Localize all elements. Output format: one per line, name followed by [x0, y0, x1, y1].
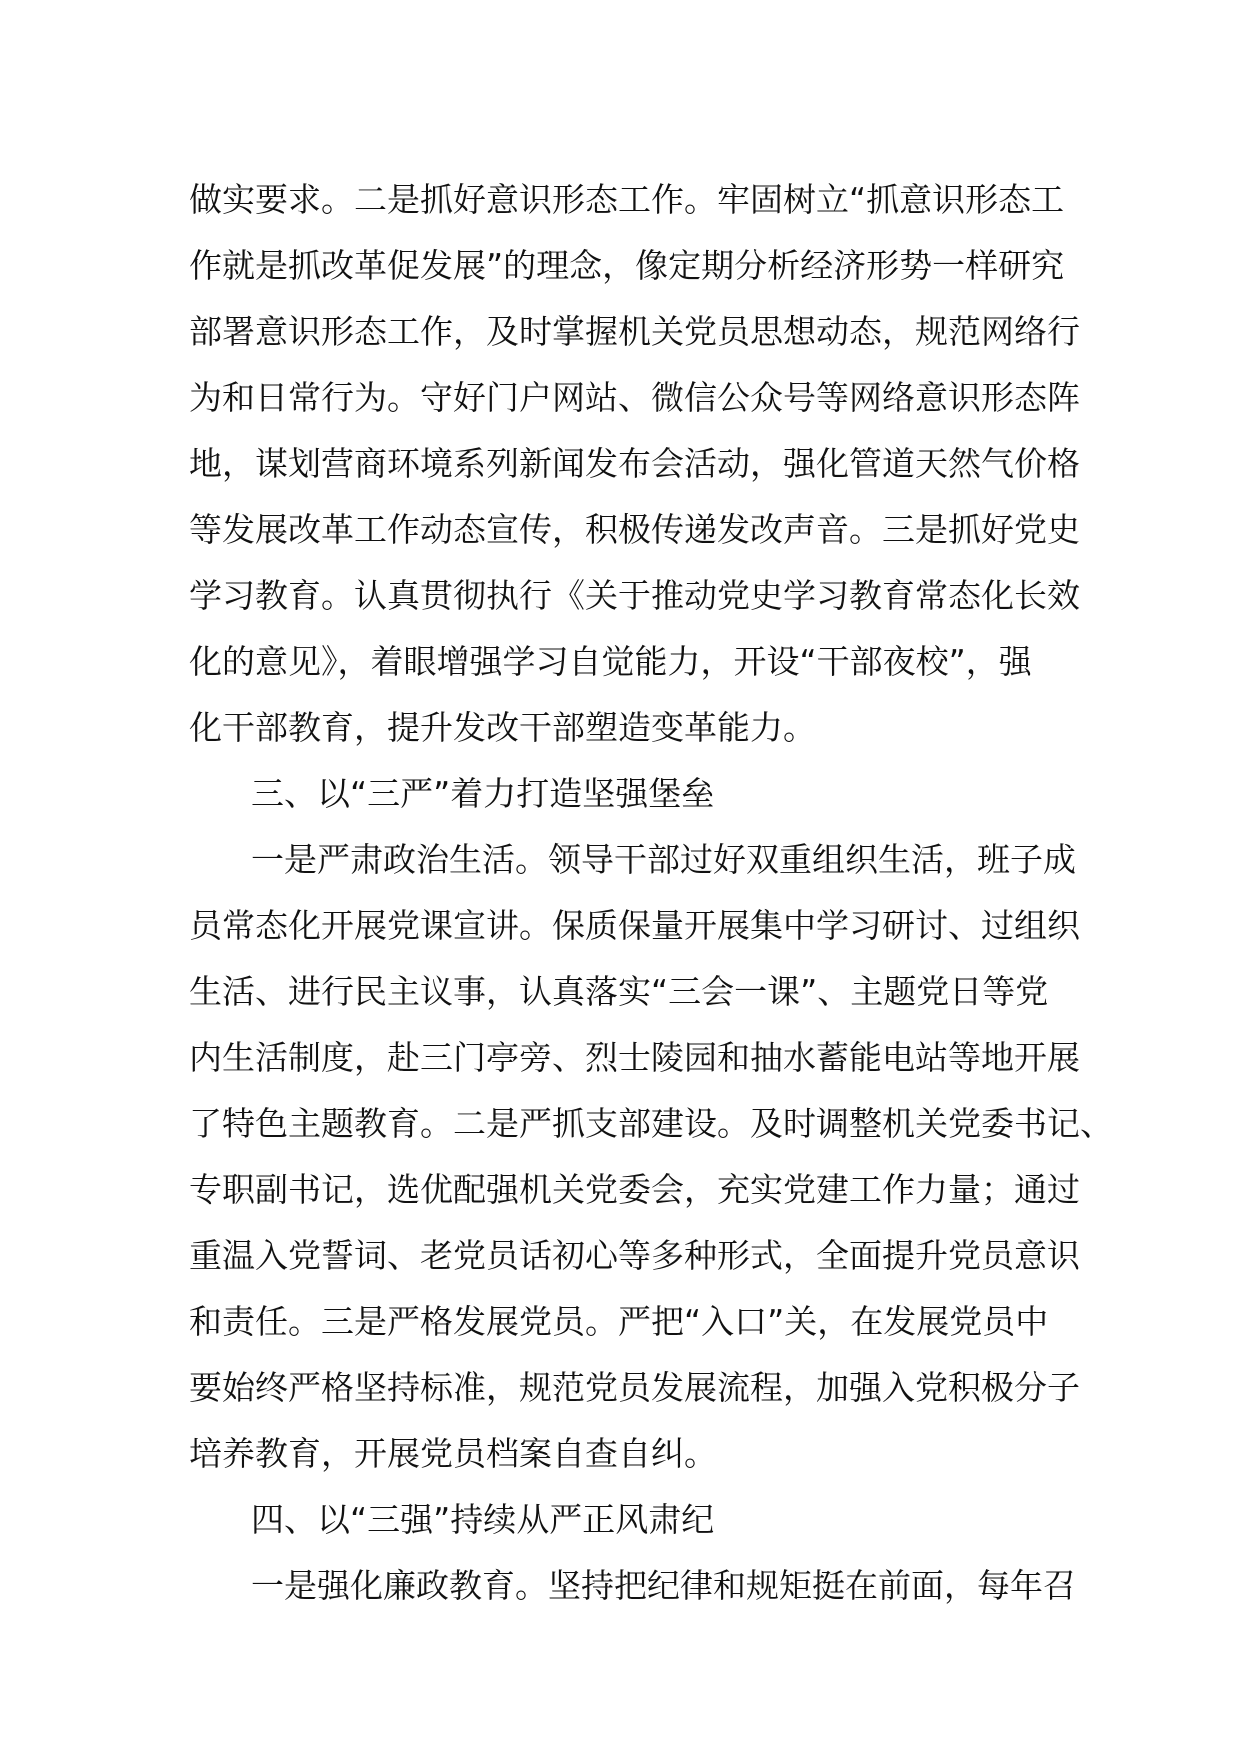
text-line: 内生活制度，赴三门亭旁、烈士陵园和抽水蓄能电站等地开展 — [189, 1038, 1080, 1077]
text-line: 了特色主题教育。二是严抓支部建设。及时调整机关党委书记、 — [189, 1104, 1113, 1143]
text-line: 学习教育。认真贯彻执行《关于推动党史学习教育常态化长效 — [189, 576, 1080, 615]
text-line: 化的意见》，着眼增强学习自觉能力，开设“干部夜校”，强 — [189, 642, 1032, 681]
section-heading: 三、以“三严”着力打造坚强堡垒 — [251, 774, 715, 813]
section-heading: 四、以“三强”持续从严正风肃纪 — [251, 1500, 715, 1539]
text-line: 和责任。三是严格发展党员。严把“入口”关，在发展党员中 — [189, 1302, 1049, 1341]
text-line: 专职副书记，选优配强机关党委会，充实党建工作力量；通过 — [189, 1170, 1080, 1209]
paragraph-first-line: 一是严肃政治生活。领导干部过好双重组织生活，班子成 — [251, 840, 1076, 879]
text-line: 员常态化开展党课宣讲。保质保量开展集中学习研讨、过组织 — [189, 906, 1080, 945]
text-line: 做实要求。二是抓好意识形态工作。牢固树立“抓意识形态工 — [189, 180, 1065, 219]
text-line: 生活、进行民主议事，认真落实“三会一课”、主题党日等党 — [189, 972, 1049, 1011]
text-line: 为和日常行为。守好门户网站、微信公众号等网络意识形态阵 — [189, 378, 1080, 417]
text-line: 作就是抓改革促发展”的理念，像定期分析经济形势一样研究 — [189, 246, 1065, 285]
document-body — [189, 167, 1113, 1619]
text-line: 地，谋划营商环境系列新闻发布会活动，强化管道天然气价格 — [189, 444, 1080, 483]
text-line: 要始终严格坚持标准，规范党员发展流程，加强入党积极分子 — [189, 1368, 1080, 1407]
text-line: 部署意识形态工作，及时掌握机关党员思想动态，规范网络行 — [189, 312, 1080, 351]
text-line: 化干部教育，提升发改干部塑造变革能力。 — [189, 708, 816, 747]
text-line: 重温入党誓词、老党员话初心等多种形式，全面提升党员意识 — [189, 1236, 1080, 1275]
text-line: 等发展改革工作动态宣传，积极传递发改声音。三是抓好党史 — [189, 510, 1080, 549]
text-line: 培养教育，开展党员档案自查自纠。 — [189, 1434, 717, 1473]
paragraph-first-line: 一是强化廉政教育。坚持把纪律和规矩挺在前面，每年召 — [251, 1566, 1076, 1605]
